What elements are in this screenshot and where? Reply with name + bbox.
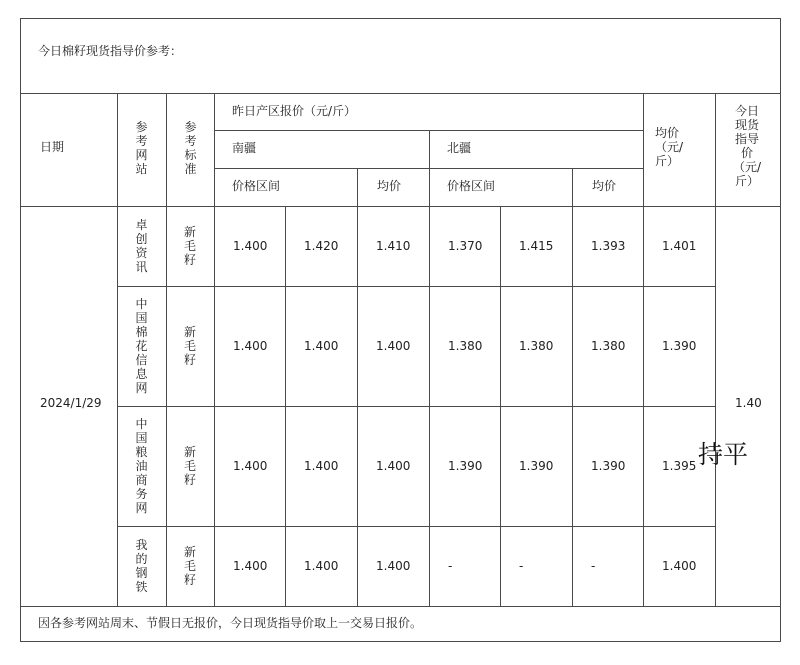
standard-cell xyxy=(166,225,214,267)
standard-char: 新 xyxy=(183,325,196,339)
price-cell-nj-low: 1.400 xyxy=(233,559,268,573)
price-cell-bj-low: 1.380 xyxy=(448,339,483,353)
header-char: 参 xyxy=(135,120,148,134)
header-nj-avg: 均价 xyxy=(377,179,402,193)
header-beijiang: 北疆 xyxy=(447,141,472,155)
header-char: 指导 xyxy=(734,132,759,146)
row-line xyxy=(117,286,715,287)
site-char: 网 xyxy=(135,381,148,395)
site-char: 息 xyxy=(135,367,148,381)
header-avg xyxy=(655,126,703,168)
standard-cell xyxy=(166,545,214,587)
price-cell-nj-low: 1.400 xyxy=(233,239,268,253)
header-char: 参 xyxy=(184,120,197,134)
header-char: 斤） xyxy=(734,174,759,188)
trend-text: 持平 xyxy=(698,440,749,469)
standard-char: 毛 xyxy=(183,339,196,353)
header-char: 现货 xyxy=(734,118,759,132)
header-char: 准 xyxy=(184,162,197,176)
site-cell xyxy=(117,417,166,515)
row-line xyxy=(117,526,715,527)
site-char: 花 xyxy=(135,339,148,353)
header-standard xyxy=(178,120,203,176)
price-cell-nj-avg: 1.400 xyxy=(376,559,411,573)
standard-char: 毛 xyxy=(183,559,196,573)
table-border-right xyxy=(780,18,781,642)
standard-char: 籽 xyxy=(183,573,196,587)
header-char: 标 xyxy=(184,148,197,162)
col-line xyxy=(214,93,215,606)
site-char: 信 xyxy=(135,353,148,367)
site-char: 中 xyxy=(135,297,148,311)
price-cell-bj-avg: - xyxy=(591,559,596,573)
site-char: 务 xyxy=(135,487,148,501)
standard-char: 籽 xyxy=(183,353,196,367)
header-char: 考 xyxy=(184,134,197,148)
price-cell-bj-low: 1.390 xyxy=(448,459,483,473)
price-cell-avg: 1.401 xyxy=(662,239,697,253)
header-char: （元/ xyxy=(732,160,762,174)
site-char: 铁 xyxy=(135,580,148,594)
header-char: 考 xyxy=(135,134,148,148)
price-cell-bj-high: 1.380 xyxy=(519,339,554,353)
standard-char: 新 xyxy=(183,445,196,459)
header-bj-range: 价格区间 xyxy=(447,179,496,193)
header-nanjiang: 南疆 xyxy=(232,141,257,155)
price-cell-nj-avg: 1.400 xyxy=(376,459,411,473)
site-char: 国 xyxy=(135,431,148,445)
price-cell-bj-low: 1.370 xyxy=(448,239,483,253)
header-date: 日期 xyxy=(40,140,65,154)
site-char: 创 xyxy=(135,232,148,246)
site-cell xyxy=(117,538,166,594)
price-cell-nj-avg: 1.410 xyxy=(376,239,411,253)
table-border-bottom xyxy=(20,641,781,642)
col-line xyxy=(572,168,573,606)
price-cell-bj-high: - xyxy=(519,559,524,573)
col-line xyxy=(500,206,501,606)
header-yesterday: 昨日产区报价（元/斤） xyxy=(232,104,357,118)
price-cell-avg: 1.395 xyxy=(662,459,697,473)
site-char: 网 xyxy=(135,501,148,515)
header-nj-range: 价格区间 xyxy=(232,179,281,193)
price-cell-bj-low: - xyxy=(448,559,453,573)
header-char: 均价 xyxy=(655,126,680,140)
table-title: 今日棉籽现货指导价参考： xyxy=(38,44,183,58)
col-line xyxy=(643,93,644,606)
header-char: 今日 xyxy=(734,104,759,118)
header-char: 斤） xyxy=(655,154,680,168)
price-cell-bj-high: 1.415 xyxy=(519,239,554,253)
standard-char: 毛 xyxy=(183,239,196,253)
standard-char: 籽 xyxy=(183,253,196,267)
price-cell-nj-high: 1.400 xyxy=(304,339,339,353)
standard-char: 毛 xyxy=(183,459,196,473)
site-char: 的 xyxy=(135,552,148,566)
table-border-left xyxy=(20,18,21,642)
row-line xyxy=(20,606,781,607)
price-cell-bj-avg: 1.380 xyxy=(591,339,626,353)
site-char: 商 xyxy=(135,473,148,487)
header-char: 站 xyxy=(135,162,148,176)
col-line xyxy=(285,206,286,606)
header-char: 价 xyxy=(740,146,753,160)
site-char: 油 xyxy=(135,459,148,473)
header-site xyxy=(129,120,154,176)
site-char: 棉 xyxy=(135,325,148,339)
price-cell-nj-high: 1.400 xyxy=(304,559,339,573)
row-line xyxy=(117,406,715,407)
site-char: 讯 xyxy=(135,260,148,274)
site-char: 国 xyxy=(135,311,148,325)
site-cell xyxy=(117,297,166,395)
site-char: 资 xyxy=(135,246,148,260)
site-char: 中 xyxy=(135,417,148,431)
row-line xyxy=(20,206,781,207)
price-cell-bj-avg: 1.393 xyxy=(591,239,626,253)
price-cell-nj-avg: 1.400 xyxy=(376,339,411,353)
standard-cell xyxy=(166,445,214,487)
standard-char: 新 xyxy=(183,225,196,239)
price-cell-bj-avg: 1.390 xyxy=(591,459,626,473)
standard-char: 籽 xyxy=(183,473,196,487)
header-today xyxy=(729,104,765,188)
price-cell-bj-high: 1.390 xyxy=(519,459,554,473)
price-cell-nj-low: 1.400 xyxy=(233,339,268,353)
site-char: 卓 xyxy=(135,218,148,232)
footnote: 因各参考网站周末、节假日无报价，今日现货指导价取上一交易日报价。 xyxy=(38,616,423,630)
col-line xyxy=(715,93,716,606)
site-char: 钢 xyxy=(135,566,148,580)
row-line xyxy=(20,93,781,94)
standard-cell xyxy=(166,325,214,367)
site-char: 我 xyxy=(135,538,148,552)
site-cell xyxy=(117,218,166,274)
header-char: 网 xyxy=(135,148,148,162)
table-border-top xyxy=(20,18,781,19)
header-char: （元/ xyxy=(655,140,684,154)
price-cell-avg: 1.400 xyxy=(662,559,697,573)
today-price: 1.40 xyxy=(735,396,762,410)
price-cell-nj-low: 1.400 xyxy=(233,459,268,473)
price-cell-avg: 1.390 xyxy=(662,339,697,353)
col-line xyxy=(357,168,358,606)
date-cell: 2024/1/29 xyxy=(40,396,102,410)
col-line xyxy=(429,130,430,606)
header-bj-avg: 均价 xyxy=(592,179,617,193)
standard-char: 新 xyxy=(183,545,196,559)
price-cell-nj-high: 1.420 xyxy=(304,239,339,253)
price-cell-nj-high: 1.400 xyxy=(304,459,339,473)
site-char: 粮 xyxy=(135,445,148,459)
